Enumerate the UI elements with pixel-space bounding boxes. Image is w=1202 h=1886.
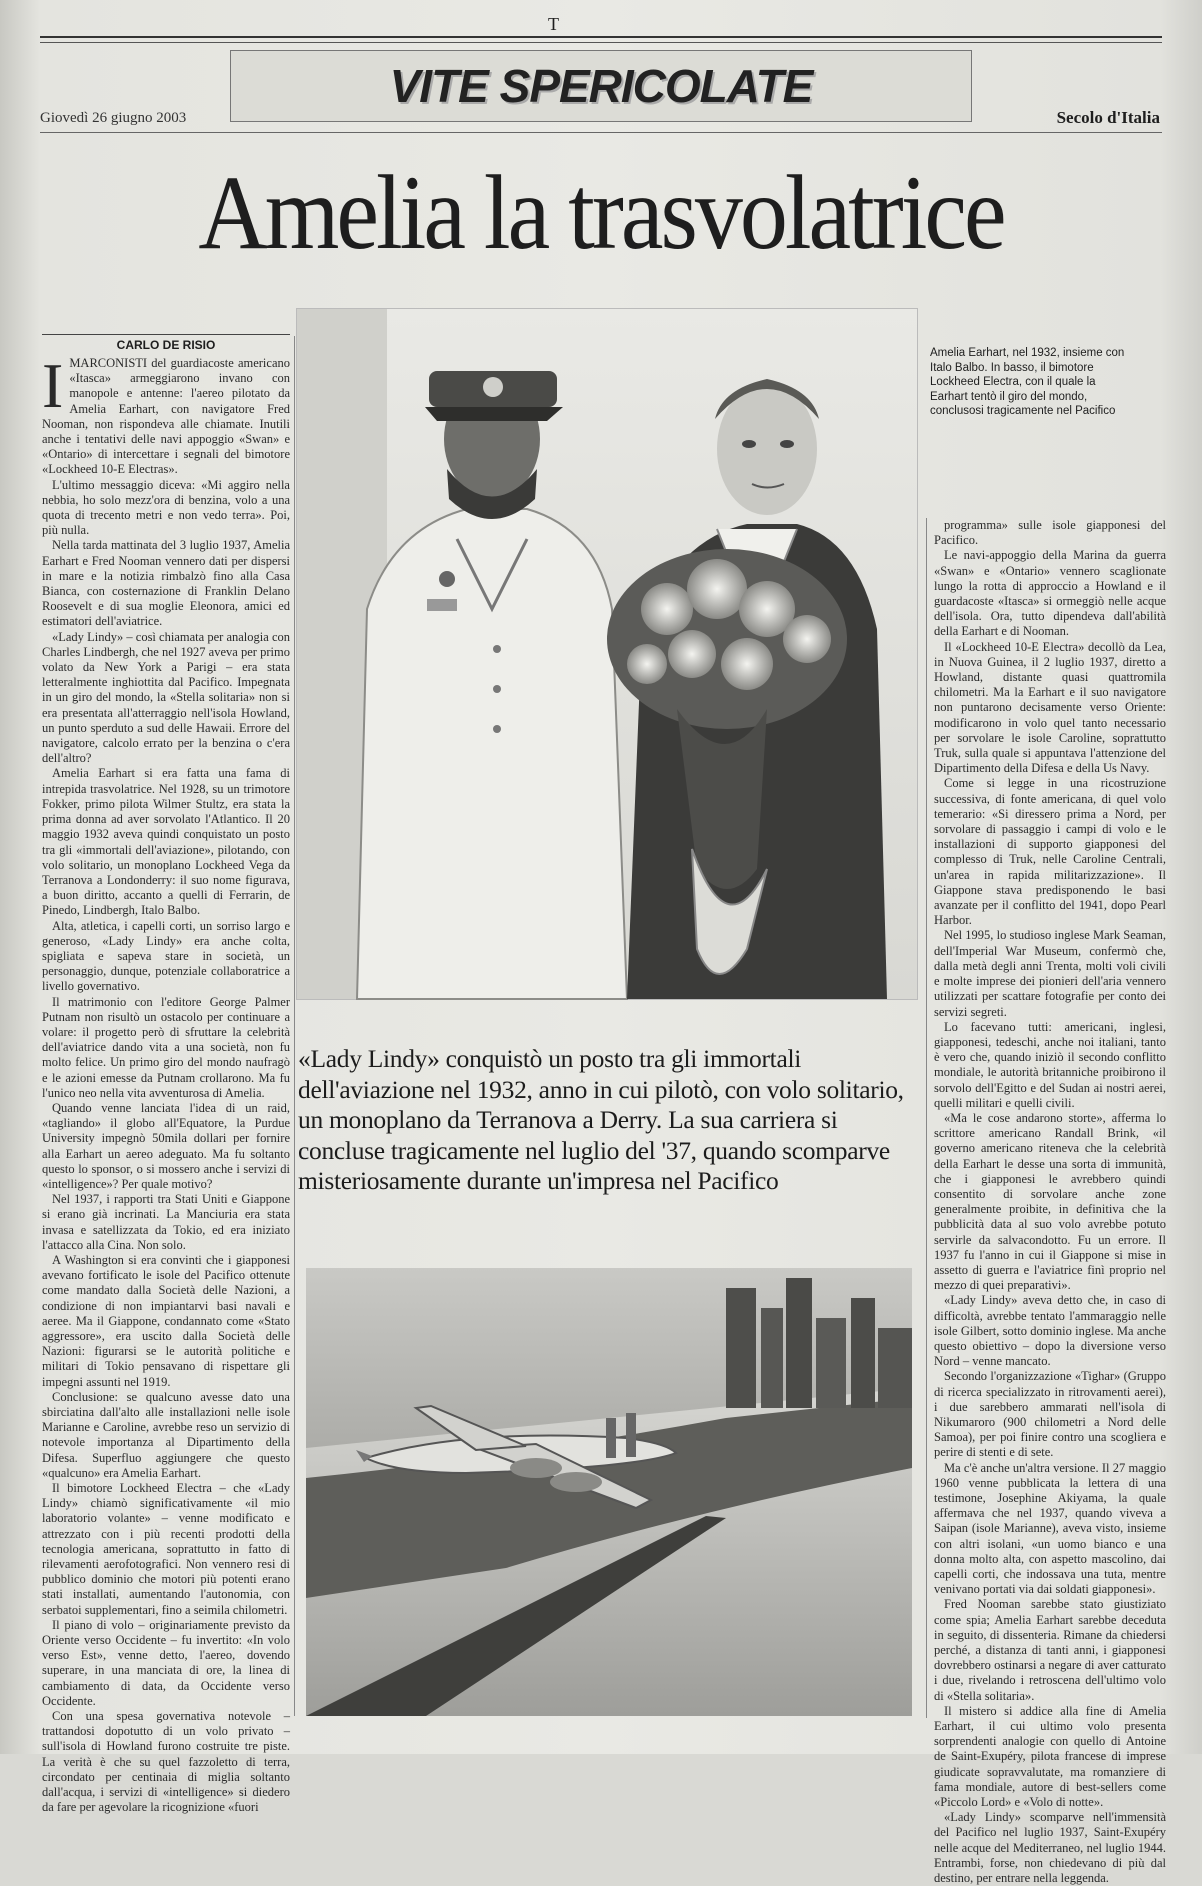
byline: CARLO DE RISIO	[116, 338, 216, 352]
paragraph-text: Fred Nooman sarebbe stato giustiziato come spia; Amelia Earhart sarebbe deceduta in seguito, di dissenteria. Rimane da chiedersi perché, a distanza di tanti anni, i giapponesi dovrebbero ostinarsi a negare di aver catturato i due, rivelando i retroscena dell'ultimo volo di «Stella solitaria».	[934, 1597, 1166, 1703]
article-paragraph	[934, 548, 1166, 639]
page-folio: T	[548, 14, 559, 34]
article-paragraph	[42, 995, 290, 1101]
paragraph-text: Nel 1995, lo studioso inglese Mark Seaman, dell'Imperial War Museum, confermò che, dalla metà degli anni Trenta, molti voli civili e molte imprese dei pionieri dell'aria vennero utilizzati per scattare fotografie per conto dei servizi segreti.	[934, 928, 1166, 1019]
article-paragraph	[934, 1597, 1166, 1703]
article-paragraph	[934, 1369, 1166, 1460]
headline: Amelia la trasvolatrice	[198, 153, 1004, 272]
article-paragraph	[42, 919, 290, 995]
article-paragraph	[934, 1704, 1166, 1810]
paragraph-text: Lo facevano tutti: americani, inglesi, giapponesi, tedeschi, anche noi italiani, tanto è vero che, quando iniziò il secondo conflitto mondiale, le autorità britanniche proibirono il sorvolo dell'Egitto e del Sudan ai nostri aerei, quelli militari e quelli civili.	[934, 1019, 1166, 1110]
article-paragraph	[934, 640, 1166, 777]
column-rule-right	[926, 518, 927, 1718]
article-paragraph	[934, 518, 1166, 548]
article-column-left	[42, 350, 290, 1815]
paragraph-text: «Ma le cose andarono storte», afferma lo scrittore americano Randall Brink, «il governo americano riteneva che la celebrità della Earhart le desse una sorta di immunità, che i giapponesi le avrebbero quindi consentito di sorvolare anche zone generalmente proibite, in definitiva che la pubblicità data al suo volo avrebbe potuto servirle da salvacondotto. Fu un errore. Il 1937 fu l'anno in cui il Giappone si mise in assetto di guerra e l'aviatrice finì proprio nel mezzo di quei preparativi».	[934, 1110, 1166, 1293]
paragraph-text: Quando venne lanciata l'idea di un raid, «tagliando» il globo all'Equatore, la Purdue University impegnò 50mila dollari per fornire alla Earhart un aereo adeguato. Ma fu soltanto questo lo sponsor, o si mossero anche i servizi di «intelligence»? Per quale motivo?	[42, 1100, 290, 1191]
article-paragraph	[42, 1709, 290, 1815]
paragraph-text: «Lady Lindy» scomparve nell'immensità del Pacifico nel luglio 1937, Saint-Exupéry nelle acque del Mediterraneo, nel luglio 1944. Entrambi, forse, non chiedevano di più dal destino, per entrare nella leggenda.	[934, 1810, 1166, 1886]
paragraph-text: Ma c'è anche un'altra versione. Il 27 maggio 1960 venne pubblicata la lettera di una testimone, Josephine Akiyama, la quale affermava che nel 1937, quando viveva a Saipan (isole Marianne), aveva visto, insieme con altri isolani, «un uomo bianco e una donna molto alta, con aspetto mascolino, dai capelli corti, che indossava una tuta, mentre venivano portati via dai soldati giapponesi».	[934, 1460, 1166, 1597]
masthead: Secolo d'Italia	[1056, 108, 1160, 127]
photo-caption: Amelia Earhart, nel 1932, insieme con Italo Balbo. In basso, il bimotore Lockheed Electra, con il quale la Earhart tentò il giro del mondo, conclusosi tragicamente nel Pacifico	[930, 347, 1125, 417]
pull-quote: «Lady Lindy» conquistò un posto tra gli immortali dell'aviazione nel 1932, anno in cui pilotò, con volo solitario, un monoplano da Terranova a Derry. La sua carriera si concluse tragicamente nel luglio del '37, quando scomparve misteriosamente durante un'impresa nel Pacifico	[298, 1044, 904, 1195]
article-paragraph	[934, 1293, 1166, 1369]
paragraph-text: Amelia Earhart si era fatta una fama di intrepida trasvolatrice. Nel 1928, su un trimotore Fokker, primo pilota Wilmer Stultz, era stata la prima donna ad aver sorvolato l'Atlantico. Il 20 maggio 1932 aveva quindi conquistato un posto tra gli «immortali dell'aviazione», pilotando, con volo solitario, un monoplano Lockheed Vega da Terranova a Londonderry: il suo nome figurava, a buon diritto, accanto a quelli di Ferrarin, de Pinedo, Lindbergh, Italo Balbo.	[42, 766, 290, 918]
paragraph-text: Il «Lockheed 10-E Electra» decollò da Lea, in Nuova Guinea, il 2 luglio 1937, diretto a Howland, distante quasi quattromila chilometri. Ma la Earhart e il suo navigatore non puntarono decisamente verso Oriente: modificarono in volo quel tanto necessario per sorvolare le isole Caroline, soprattutto Truk, sulla quale si appuntava l'attenzione del Dipartimento della Difesa e della Us Navy.	[934, 639, 1166, 776]
article-paragraph	[42, 1101, 290, 1192]
paragraph-text: A Washington si era convinti che i giapponesi avevano fortificato le isole del Pacifico ottenute come mandato dalla Società delle Nazioni, a condizione di non impiantarvi basi navali e aeree. Ma il Giappone, condannato come «Stato aggressore», era uscito dalla Società delle Nazioni: figurarsi se le autorità politiche e militari di Tokio pensavano di rispettare gli impegni assunti nel 1919.	[42, 1252, 290, 1389]
section-title: VITE SPERICOLATE	[389, 60, 813, 112]
paragraph-text: Con una spesa governativa notevole – trattandosi dopotutto di un volo privato – sull'isola di Howland furono costruite tre piste. La verità è che su quel fazzoletto di terra, circondato per centinaia di miglia soltanto dall'acqua, i servizi di «intelligence» si diedero da fare per agevolare la ricognizione «fuori	[42, 1709, 290, 1815]
paragraph-text: MARCONISTI del guardiacoste americano «Itasca» armeggiarono invano con manopole e antenne: l'aereo pilotato da Amelia Earhart, con navigatore Fred Nooman, non rispondeva alle chiamate. Inutili anche i tentativi delle navi appoggio «Swan» e «Ontario» di intercettare i segnali del bimotore «Lockheed 10-E Electras».	[42, 356, 290, 477]
paragraph-text: Come si legge in una ricostruzione successiva, di fonte americana, di quel volo temerario: «Si diressero prima a Nord, per sorvolare di passaggio i campi di volo e le installazioni di supporto giapponesi del complesso di Truk, nelle Caroline Centrali, un'area in rapida militarizzazione». Il Giappone stava predisponendo le basi avanzate per il conflitto del 1941, dopo Pearl Harbor.	[934, 776, 1166, 928]
top-rule	[40, 36, 1162, 38]
paragraph-text: Alta, atletica, i capelli corti, un sorriso largo e generoso, «Lady Lindy» era anche colta, spigliata e sapeva stare in società, un personaggio, dunque, potenziale collaboratrice a livello governativo.	[42, 918, 290, 994]
article-paragraph	[934, 1111, 1166, 1293]
paragraph-text: Conclusione: se qualcuno avesse dato una sbirciatina dall'alto alle installazioni nelle isole Marianne e Caroline, avrebbe reso un servizio di notevole importanza al Dipartimento della Difesa. Superfluo aggiungere che questo «qualcuno» era Amelia Earhart.	[42, 1389, 290, 1480]
paragraph-text: programma» sulle isole giapponesi del Pacifico.	[934, 518, 1166, 548]
article-paragraph	[42, 538, 290, 629]
paragraph-text: Le navi-appoggio della Marina da guerra «Swan» e «Ontario» vennero scaglionate lungo la rotta di approccio a Howland e il guardacoste «Itasca» si ormeggiò nelle acque dell'isola. Ora, tutto dipendeva dall'abilità della Earhart e di Nooman.	[934, 548, 1166, 639]
photo-lockheed-electra	[306, 1268, 912, 1716]
drop-cap: I	[42, 350, 64, 421]
paragraph-text: L'ultimo messaggio diceva: «Mi aggiro nella nebbia, ho solo mezz'ora di benzina, volo a una quota di trecento metri e non vedo terra». Poi, più nulla.	[42, 477, 290, 538]
column-rule-left	[294, 336, 295, 1716]
paragraph-text: Il bimotore Lockheed Electra – che «Lady Lindy» chiamò significativamente «il mio laboratorio volante» – venne modificato e attrezzato con i più recenti prodotti della tecnologia americana, soprattutto in fatto di rilevamenti aerofotografici. Non vennero resi di pubblico dominio che motori più potenti erano stati installati, aumentando l'autonomia, con serbatoi supplementari, fino a seimila chilometri.	[42, 1481, 290, 1617]
paragraph-text: «Lady Lindy» aveva detto che, in caso di difficoltà, avrebbe tentato l'ammaraggio nelle isole Gilbert, sotto dominio inglese. Ma anche questo obiettivo – dopo la diversione verso Nord – venne mancato.	[934, 1293, 1166, 1369]
article-paragraph	[42, 1253, 290, 1390]
paragraph-text: Nel 1937, i rapporti tra Stati Uniti e Giappone si erano già incrinati. La Manciuria era stata invasa e satellizzata da Tokio, ed era iniziato l'attacco alla Cina. Non solo.	[42, 1192, 290, 1252]
article-paragraph	[42, 1390, 290, 1481]
header-rule	[40, 132, 1162, 133]
photo-earhart-balbo-image	[297, 309, 917, 999]
paragraph-text: Il matrimonio con l'editore George Palmer Putnam non risultò un ostacolo per continuare a volare: il progetto però di sfruttare la celebrità dell'aviatrice dando vita a una società, non fu molto felice. Un primo giro del mondo naufragò e le azioni emesse da Putnam crollarono. Ma fu l'unico neo nella vita avventurosa di Amelia.	[42, 994, 290, 1100]
article-paragraph	[934, 1461, 1166, 1598]
paragraph-text: Il piano di volo – originariamente previsto da Oriente verso Occidente – fu invertito: «In volo verso Est», venne detto, l'aereo, dovendo superare, in una manciata di ore, la linea di cambiamento di data, da Occidente verso Occidente.	[42, 1617, 290, 1708]
photo-lockheed-electra-image	[306, 1268, 912, 1716]
photo-earhart-balbo	[296, 308, 918, 1000]
article-paragraph	[42, 478, 290, 539]
article-paragraph	[42, 630, 290, 767]
article-paragraph	[934, 1810, 1166, 1886]
article-paragraph	[42, 350, 290, 478]
paragraph-text: «Lady Lindy» – così chiamata per analogia con Charles Lindbergh, che nel 1927 aveva per primo volato da New York a Parigi – era stata letteralmente inghiottita dal Pacifico. Impegnata in un giro del mondo, la «Stella solitaria» non si era presentata all'atterraggio nell'isola Howland, un punto sperduto a sud delle Hawaii. Errore del navigatore, calcolo errato per la benzina o c'era dell'altro?	[42, 629, 290, 766]
byline-rule	[42, 334, 290, 335]
article-paragraph	[42, 1618, 290, 1709]
article-paragraph	[934, 928, 1166, 1019]
article-paragraph	[42, 1481, 290, 1618]
issue-date: Giovedì 26 giugno 2003	[40, 110, 187, 126]
article-column-right	[934, 518, 1166, 1886]
article-paragraph	[42, 1192, 290, 1253]
paragraph-text: Secondo l'organizzazione «Tighar» (Gruppo di ricerca specializzato in ritrovamenti aerei), i due sarebbero ammarati nell'isola di Nikumaroro (900 chilometri a Nord delle Samoa), per poi finire contro una scogliera e perire di stenti e di sete.	[934, 1369, 1166, 1460]
section-banner	[230, 50, 972, 122]
article-paragraph	[934, 776, 1166, 928]
article-paragraph	[934, 1020, 1166, 1111]
paragraph-text: Il mistero si addice alla fine di Amelia Earhart, il cui ultimo volo presenta sorprendenti analogie con quello di Antoine de Saint-Exupéry, pilota francese di imprese giudicate sopravvalutate, ma romanziere di fama mondiale, autore di best-sellers come «Piccolo Lord» e «Volo di notte».	[934, 1703, 1166, 1810]
paragraph-text: Nella tarda mattinata del 3 luglio 1937, Amelia Earhart e Fred Nooman vennero dati per dispersi in mare e la notizia rimbalzò fino alla Casa Bianca, con costernazione di Franklin Delano Roosevelt e di sua moglie Eleonora, amici ed estimatori dell'aviatrice.	[42, 538, 290, 629]
article-paragraph	[42, 766, 290, 918]
top-rule-thin	[40, 42, 1162, 43]
